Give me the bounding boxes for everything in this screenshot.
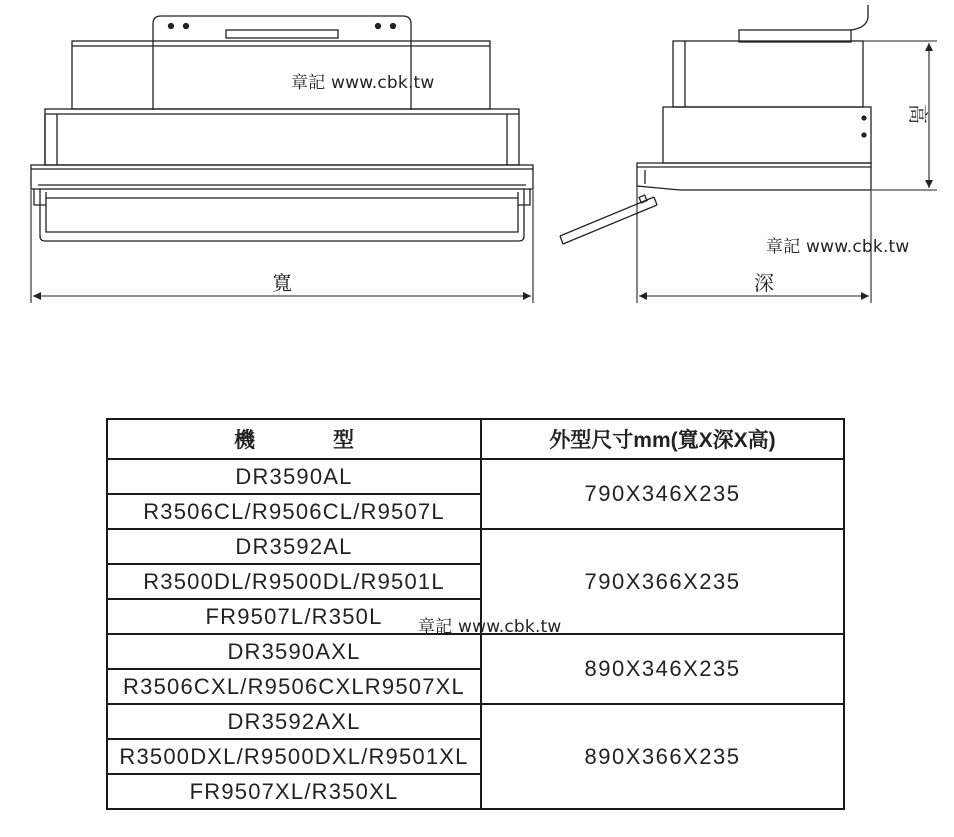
width-label: 寬 <box>272 271 292 295</box>
model-cell: R3506CXL/R9506CXLR9507XL <box>107 669 481 704</box>
duct-cap <box>739 30 851 42</box>
table-row <box>107 529 844 564</box>
model-cell: DR3590AXL <box>107 634 481 669</box>
header-model-char-1: 機 <box>234 429 255 452</box>
dimension-cell: 890X346X235 <box>481 634 844 704</box>
side-view <box>560 5 871 244</box>
side-motor-housing <box>673 41 863 107</box>
front-view <box>31 16 533 241</box>
hood-body <box>45 109 519 165</box>
model-cell: DR3592AL <box>107 529 481 564</box>
dimension-cell: 790X346X235 <box>481 459 844 529</box>
side-hood-body <box>663 107 871 163</box>
visor-arm <box>560 197 657 244</box>
pull-out-tray <box>40 189 524 241</box>
table-row <box>107 704 844 739</box>
model-cell: R3500DL/R9500DL/R9501L <box>107 564 481 599</box>
dimension-cell: 890X366X235 <box>481 704 844 809</box>
model-cell: DR3590AL <box>107 459 481 494</box>
watermark-front: 章記 www.cbk.tw <box>291 73 435 93</box>
model-cell: FR9507L/R350L <box>107 599 481 634</box>
model-cell: R3506CL/R9506CL/R9507L <box>107 494 481 529</box>
header-dimensions: 外型尺寸mm(寬X深X高) <box>481 419 844 459</box>
depth-label: 深 <box>754 271 774 295</box>
header-model <box>107 419 481 459</box>
table-header-row <box>107 419 844 459</box>
model-cell: DR3592AXL <box>107 704 481 739</box>
table-row <box>107 459 844 494</box>
table-row <box>107 634 844 669</box>
power-cord <box>851 5 868 30</box>
watermark-side: 章記 www.cbk.tw <box>766 237 910 257</box>
dimension-cell: 790X366X235 <box>481 529 844 634</box>
header-model-char-2: 型 <box>333 429 354 452</box>
model-cell: R3500DXL/R9500DXL/R9501XL <box>107 739 481 774</box>
model-cell: FR9507XL/R350XL <box>107 774 481 809</box>
height-label: 高 <box>906 104 930 124</box>
watermark-table: 章記 www.cbk.tw <box>418 617 562 637</box>
range-hood-dimension-drawing <box>0 0 954 340</box>
